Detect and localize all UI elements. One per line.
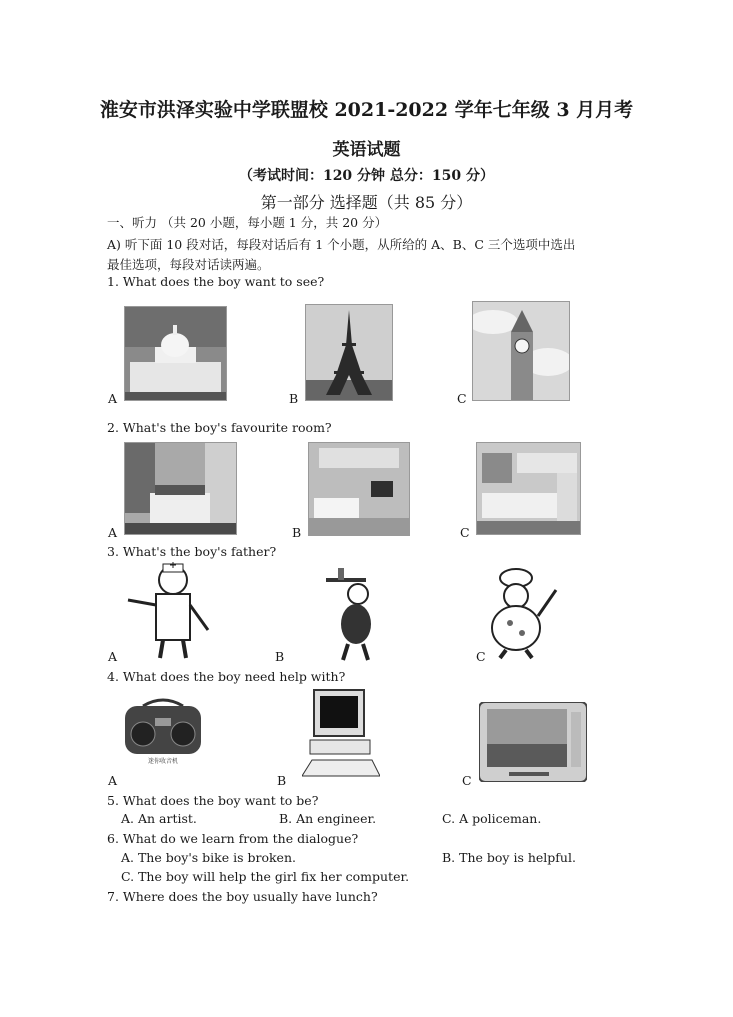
q2-option-c[interactable]: C xyxy=(460,525,470,540)
q2-option-a[interactable]: A xyxy=(108,525,118,540)
q1-option-c[interactable]: C xyxy=(457,391,467,406)
q5-option-c[interactable]: C. A policeman. xyxy=(442,811,542,826)
q6-option-a[interactable]: A. The boy's bike is broken. xyxy=(121,850,296,865)
bedroom-image xyxy=(124,442,237,535)
q4-option-c[interactable]: C xyxy=(462,773,472,788)
question-3: 3. What's the boy's father? xyxy=(107,544,277,559)
living-room-image xyxy=(308,442,410,536)
question-1: 1. What does the boy want to see? xyxy=(107,274,325,289)
question-6: 6. What do we learn from the dialogue? xyxy=(107,831,359,846)
question-4: 4. What does the boy need help with? xyxy=(107,669,346,684)
television-image xyxy=(479,702,587,782)
computer-image xyxy=(302,688,380,778)
q6-option-b[interactable]: B. The boy is helpful. xyxy=(442,850,576,865)
part-title: 第一部分 选择题（共 85 分） xyxy=(260,193,473,212)
doctor-cartoon-image xyxy=(118,560,218,660)
big-ben-image xyxy=(472,301,570,401)
waiter-cartoon-image xyxy=(318,566,386,662)
eiffel-tower-image xyxy=(305,304,393,401)
q3-option-a[interactable]: A xyxy=(108,649,118,664)
kitchen-image xyxy=(476,442,581,535)
q2-option-b[interactable]: B xyxy=(292,525,302,540)
instruction-line-1: A) 听下面 10 段对话，每段对话后有 1 个小题，从所给的 A、B、C 三个选项中选出 xyxy=(107,237,576,252)
chef-cartoon-image xyxy=(472,568,564,660)
radio-image xyxy=(123,694,203,782)
radio-caption: 迷你收音机 xyxy=(147,758,178,765)
exam-subtitle: 英语试题 xyxy=(332,140,401,160)
exam-title: 淮安市洪泽实验中学联盟校 2021-2022 学年七年级 3 月月考 xyxy=(99,99,634,121)
question-5: 5. What does the boy want to be? xyxy=(107,793,319,808)
exam-info: （考试时间：120 分钟 总分：150 分） xyxy=(238,168,495,184)
q5-option-b[interactable]: B. An engineer. xyxy=(279,811,377,826)
instruction-line-2: 最佳选项，每段对话读两遍。 xyxy=(107,257,270,272)
q5-option-a[interactable]: A. An artist. xyxy=(121,811,197,826)
q4-option-b[interactable]: B xyxy=(277,773,287,788)
q3-option-b[interactable]: B xyxy=(275,649,285,664)
q1-option-b[interactable]: B xyxy=(289,391,299,406)
q1-option-a[interactable]: A xyxy=(108,391,118,406)
q4-option-a[interactable]: A xyxy=(108,773,118,788)
q6-option-c[interactable]: C. The boy will help the girl fix her computer. xyxy=(121,869,410,884)
question-2: 2. What's the boy's favourite room? xyxy=(107,420,332,435)
capitol-building-image xyxy=(124,306,227,401)
question-7: 7. Where does the boy usually have lunch? xyxy=(107,889,378,904)
q3-option-c[interactable]: C xyxy=(476,649,486,664)
section-heading: 一、听力 （共 20 小题，每小题 1 分，共 20 分） xyxy=(107,215,388,230)
